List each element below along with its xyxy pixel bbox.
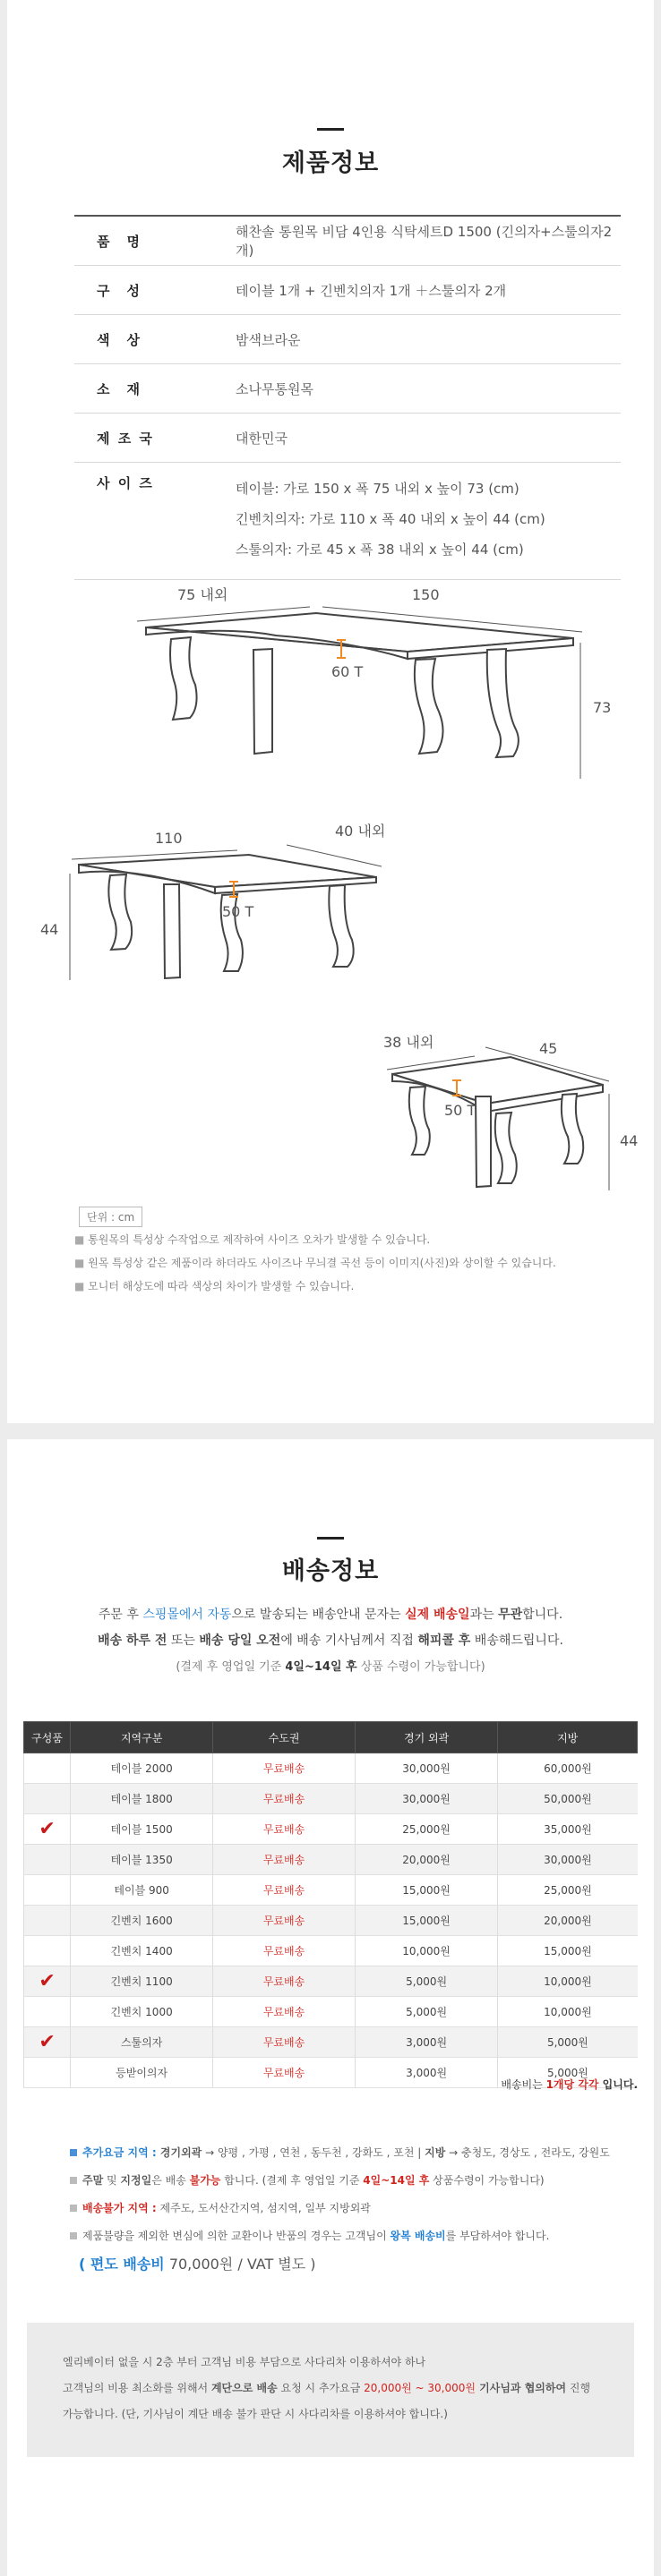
per-item-fee-note: 배송비는 1개당 각각 입니다. (501, 2078, 638, 2091)
bullet-icon (70, 2177, 77, 2184)
metro-fee-cell: 무료배송 (213, 1845, 356, 1875)
stool-drawing (392, 1057, 603, 1187)
spec-table (74, 215, 621, 580)
gyeonggi-fee-cell: 15,000원 (355, 1875, 498, 1906)
item-cell: 테이블 1800 (71, 1784, 213, 1814)
local-fee-cell: 60,000원 (498, 1753, 638, 1784)
check-cell (24, 1814, 71, 1845)
check-cell (24, 2027, 71, 2058)
table-width-label: 150 (412, 586, 440, 603)
spec-value-line: 테이블 1개 + 긴벤치의자 1개 ＋스툴의자 2개 (236, 282, 507, 299)
spec-value (227, 281, 621, 300)
table-row (24, 1966, 638, 1997)
table-row (24, 1906, 638, 1936)
bench-depth-label: 40 내외 (335, 823, 386, 840)
table-header-row (24, 1722, 638, 1753)
weekend-note: 주말 및 지정일은 배송 불가능 합니다. (결제 후 영업일 기준 4일~14일 후 상품수령이 가능합니다) (70, 2167, 625, 2195)
product-notes (74, 1228, 630, 1298)
table-header-cell: 구성품 (24, 1722, 71, 1753)
note-item: ■ 통원목의 특성상 수작업으로 제작하여 사이즈 오차가 발생할 수 있습니다. (74, 1228, 630, 1251)
metro-fee-cell: 무료배송 (213, 1875, 356, 1906)
metro-fee-cell: 무료배송 (213, 2058, 356, 2088)
table-depth-label: 75 내외 (177, 586, 228, 603)
spec-value (227, 429, 621, 448)
spec-key: 품 명 (97, 233, 142, 250)
stool-height-label: 44 (620, 1132, 639, 1149)
item-cell: 등받이의자 (71, 2058, 213, 2088)
checkmark-icon: ✔ (39, 2031, 56, 2053)
bullet-icon (70, 2232, 77, 2239)
spec-row (74, 414, 621, 463)
table-height-label: 73 (593, 699, 612, 716)
checkmark-icon: ✔ (39, 1970, 56, 1992)
spec-row (74, 315, 621, 364)
spec-value-line: 스툴의자: 가로 45 x 폭 38 내외 x 높이 44 (cm) (236, 542, 524, 558)
metro-fee-cell: 무료배송 (213, 1753, 356, 1784)
stool-thickness-label: 50 T (444, 1102, 476, 1119)
delivery-intro (43, 1602, 618, 1680)
metro-fee-cell: 무료배송 (213, 2027, 356, 2058)
bullet-icon (70, 2149, 77, 2156)
spec-value-line: 테이블: 가로 150 x 폭 75 내외 x 높이 73 (cm) (236, 481, 519, 497)
table-header-cell: 수도권 (213, 1722, 356, 1753)
item-cell: 테이블 1500 (71, 1814, 213, 1845)
local-fee-cell: 10,000원 (498, 1966, 638, 1997)
metro-fee-cell: 무료배송 (213, 1906, 356, 1936)
table-header-cell: 지방 (498, 1722, 638, 1753)
spec-value-line: 대한민국 (236, 430, 288, 447)
checkmark-icon: ✔ (39, 1818, 56, 1840)
check-cell (24, 2058, 71, 2088)
box-line-1: 엘리베이터 없을 시 2층 부터 고객님 비용 부담으로 사다리차 이용하셔야 하나 (63, 2356, 426, 2368)
item-cell: 긴벤치 1100 (71, 1966, 213, 1997)
table-row (24, 2027, 638, 2058)
spec-key: 소 재 (97, 380, 142, 397)
spec-key: 제 조 국 (97, 430, 154, 447)
table-row (24, 1784, 638, 1814)
bullet-icon (70, 2205, 77, 2212)
extra-delivery-info (70, 2139, 625, 2278)
spec-key: 색 상 (97, 331, 142, 348)
metro-fee-cell: 무료배송 (213, 1814, 356, 1845)
gyeonggi-fee-cell: 30,000원 (355, 1753, 498, 1784)
spec-value (227, 473, 621, 565)
item-cell: 테이블 900 (71, 1875, 213, 1906)
bench-thickness-label: 50 T (222, 903, 254, 920)
intro-line-2: 배송 하루 전 또는 배송 당일 오전에 배송 기사님께서 직접 해피콜 후 배송해드립니다. (98, 1633, 563, 1648)
table-thickness-label: 60 T (331, 663, 364, 680)
return-note: 제품불량을 제외한 변심에 의한 교환이나 반품의 경우는 고객님이 왕복 배송비를 부담하셔야 합니다. (70, 2222, 625, 2250)
check-cell (24, 1997, 71, 2027)
spec-value (227, 222, 621, 260)
item-cell: 긴벤치 1600 (71, 1906, 213, 1936)
gyeonggi-fee-cell: 10,000원 (355, 1936, 498, 1966)
local-fee-cell: 15,000원 (498, 1936, 638, 1966)
stool-depth-label: 38 내외 (383, 1034, 434, 1051)
spec-row (74, 266, 621, 315)
check-cell (24, 1906, 71, 1936)
table-row (24, 1936, 638, 1966)
gyeonggi-fee-cell: 3,000원 (355, 2058, 498, 2088)
box-line-3: 가능합니다. (단, 기사님이 계단 배송 불가 판단 시 사다리차를 이용하셔야 합니다.) (63, 2408, 448, 2420)
spec-value-line: 긴벤치의자: 가로 110 x 폭 40 내외 x 높이 44 (cm) (236, 511, 545, 527)
section-divider-bar (317, 1537, 344, 1540)
bench-height-label: 44 (40, 921, 59, 938)
spec-value-line: 밤색브라운 (236, 331, 301, 348)
table-row (24, 1875, 638, 1906)
one-way-fee: ( 편도 배송비 70,000원 / VAT 별도 ) (79, 2256, 316, 2273)
unit-label: 단위 : cm (79, 1207, 142, 1227)
local-fee-cell: 10,000원 (498, 1997, 638, 2027)
spec-value-line: 해찬솔 통원목 비담 4인용 식탁세트D 1500 (긴의자+스툴의자2개) (236, 224, 613, 259)
item-cell: 스툴의자 (71, 2027, 213, 2058)
item-cell: 긴벤치 1400 (71, 1936, 213, 1966)
spec-row (74, 217, 621, 266)
intro-line-1: 주문 후 스핑몰에서 자동으로 발송되는 배송안내 문자는 실제 배송일과는 무관합니다. (98, 1608, 563, 1622)
item-cell: 긴벤치 1000 (71, 1997, 213, 2027)
gyeonggi-fee-cell: 30,000원 (355, 1784, 498, 1814)
table-row (24, 1845, 638, 1875)
bench-width-label: 110 (155, 830, 183, 847)
detail-page (7, 0, 654, 2576)
gyeonggi-fee-cell: 3,000원 (355, 2027, 498, 2058)
local-fee-cell: 30,000원 (498, 1845, 638, 1875)
check-cell (24, 1784, 71, 1814)
section-separator (7, 1423, 654, 1439)
spec-key: 사 이 즈 (97, 475, 154, 491)
check-cell (24, 1753, 71, 1784)
gyeonggi-fee-cell: 15,000원 (355, 1906, 498, 1936)
item-cell: 테이블 1350 (71, 1845, 213, 1875)
table-header-cell: 경기 외곽 (355, 1722, 498, 1753)
section-divider-bar (317, 128, 344, 131)
dimension-diagram (7, 564, 654, 1208)
no-delivery-area: 배송불가 지역 : 제주도, 도서산간지역, 섬지역, 일부 지방외곽 (70, 2195, 625, 2222)
gyeonggi-fee-cell: 25,000원 (355, 1814, 498, 1845)
product-info-title: 제품정보 (281, 149, 380, 177)
box-line-2: 고객님의 비용 최소화를 위해서 계단으로 배송 요청 시 추가요금 20,000원 ~ 30,000원 기사님과 협의하여 진행 (63, 2382, 591, 2394)
stairs-delivery-box (27, 2323, 634, 2457)
metro-fee-cell: 무료배송 (213, 1997, 356, 2027)
local-fee-cell: 5,000원 (498, 2027, 638, 2058)
local-fee-cell: 20,000원 (498, 1906, 638, 1936)
local-fee-cell: 35,000원 (498, 1814, 638, 1845)
gyeonggi-fee-cell: 20,000원 (355, 1845, 498, 1875)
table-row (24, 1814, 638, 1845)
metro-fee-cell: 무료배송 (213, 1784, 356, 1814)
extra-fee-area: 추가요금 지역 : 경기외곽 → 양평 , 가평 , 연천 , 동두천 , 강화도 , 포천 | 지방 → 충청도, 경상도 , 전라도, 강원도 (70, 2139, 625, 2167)
spec-value-line: 소나무통원목 (236, 380, 313, 397)
item-cell: 테이블 2000 (71, 1753, 213, 1784)
local-fee-cell: 50,000원 (498, 1784, 638, 1814)
table-drawing (146, 613, 573, 757)
table-header-cell: 지역구분 (71, 1722, 213, 1753)
metro-fee-cell: 무료배송 (213, 1966, 356, 1997)
local-fee-cell: 5,000원 (498, 2058, 638, 2088)
check-cell (24, 1875, 71, 1906)
spec-value (227, 380, 621, 398)
check-cell (24, 1936, 71, 1966)
spec-row (74, 463, 621, 580)
metro-fee-cell: 무료배송 (213, 1936, 356, 1966)
delivery-info-title: 배송정보 (281, 1557, 380, 1585)
shipping-fee-table (23, 1721, 638, 2088)
spec-value (227, 330, 621, 349)
table-row (24, 1753, 638, 1784)
stool-width-label: 45 (539, 1040, 558, 1057)
note-item: ■ 모니터 해상도에 따라 색상의 차이가 발생할 수 있습니다. (74, 1275, 630, 1298)
table-row (24, 1997, 638, 2027)
intro-line-3: (결제 후 영업일 기준 4일~14일 후 상품 수령이 가능합니다) (176, 1660, 485, 1674)
spec-row (74, 364, 621, 414)
spec-key: 구 성 (97, 282, 142, 299)
local-fee-cell: 25,000원 (498, 1875, 638, 1906)
check-cell (24, 1966, 71, 1997)
gyeonggi-fee-cell: 5,000원 (355, 1966, 498, 1997)
gyeonggi-fee-cell: 5,000원 (355, 1997, 498, 2027)
note-item: ■ 원목 특성상 같은 제품이라 하더라도 사이즈나 무늬결 곡선 등이 이미지(사진)와 상이할 수 있습니다. (74, 1251, 630, 1275)
check-cell (24, 1845, 71, 1875)
